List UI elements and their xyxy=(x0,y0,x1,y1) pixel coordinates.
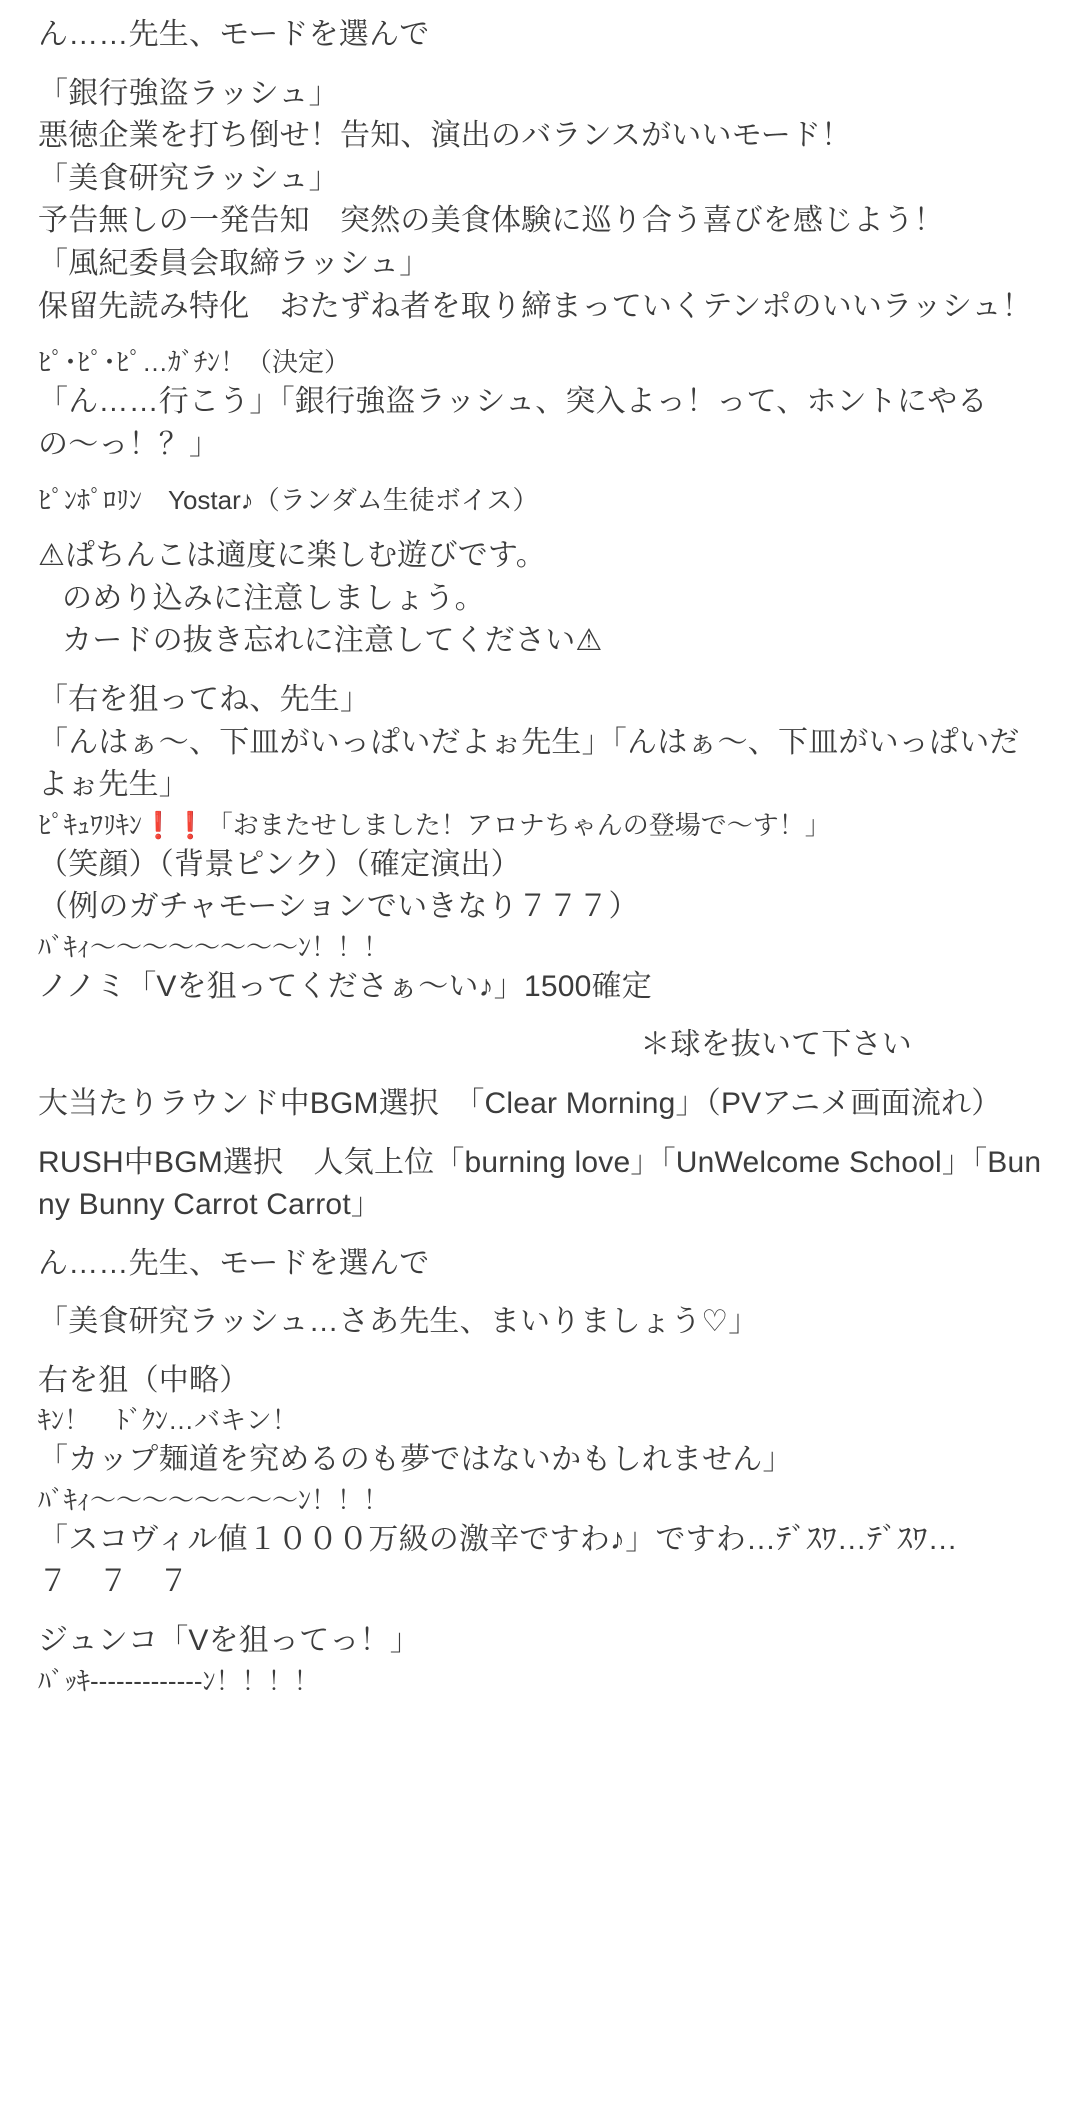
text-line: ﾊﾞｷｨ〜〜〜〜〜〜〜〜ﾝ！！！ xyxy=(38,1484,390,1515)
text-line: ﾋﾟ･ﾋﾟ･ﾋﾟ…ｶﾞﾁﾝ！（決定） xyxy=(38,347,351,378)
text-line: 「右を狙ってね、先生」 xyxy=(38,682,371,716)
text-line: ｷﾝ！ ﾄﾞｸﾝ…バキン！ xyxy=(38,1405,298,1436)
text-line: 「んはぁ〜、下皿がいっぱいだよぉ先生」「んはぁ〜、下皿がいっぱいだよぉ先生」 xyxy=(38,725,1020,802)
text-line: 大当たりラウンド中BGM選択 「Clear Morning」（PVアニメ画面流れ） xyxy=(38,1086,1002,1120)
paragraph-spacer xyxy=(38,1604,1042,1620)
text-line: RUSH中BGM選択 人気上位「burning love」「UnWelcome School」「Bunny Bunny Carrot Carrot」 xyxy=(38,1145,1042,1222)
text-line: 予告無しの一発告知 突然の美食体験に巡り合う喜びを感じよう！ xyxy=(38,204,944,238)
text-line: （笑顔）（背景ピンク）（確定演出） xyxy=(38,847,521,881)
text-line: 「カップ麺道を究めるのも夢ではないかもしれません」 xyxy=(38,1443,793,1477)
text-line: 「美食研究ラッシュ」 xyxy=(38,161,339,195)
text-line: ﾋﾟﾝﾎﾟﾛﾘﾝ Yostar♪（ランダム生徒ボイス） xyxy=(38,485,539,516)
text-line: ＊球を抜いて下さい xyxy=(640,1028,912,1062)
paragraph-spacer xyxy=(38,663,1042,679)
text-line: のめり込みに注意しましょう。 xyxy=(62,581,485,615)
text-line: 右を狙（中略） xyxy=(38,1363,250,1397)
text-line: 「風紀委員会取締ラッシュ」 xyxy=(38,246,430,280)
text-line: 悪徳企業を打ち倒せ！告知、演出のバランスがいいモード！ xyxy=(38,119,852,153)
paragraph-spacer xyxy=(38,1067,1042,1083)
text-line: ん……先生、モードを選んで xyxy=(38,1246,430,1280)
paragraph-spacer xyxy=(38,1285,1042,1301)
paragraph-spacer xyxy=(38,1227,1042,1243)
text-line: ジュンコ「Vを狙ってっ！」 xyxy=(38,1624,421,1658)
text-block xyxy=(38,14,1042,1700)
paragraph-spacer xyxy=(38,1344,1042,1360)
text-line: ７ ７ ７ xyxy=(38,1565,189,1599)
text-line: ノノミ「Vを狙ってくださぁ〜い♪」1500確定 xyxy=(38,969,652,1003)
text-line: ⚠ぱちんこは適度に楽しむ遊びです。 xyxy=(38,539,546,573)
text-line: （例のガチャモーションでいきなり７７７） xyxy=(38,890,639,924)
text-line: 「ん……行こう」「銀行強盗ラッシュ、突入よっ！って、ホントにやるの〜っ！？」 xyxy=(38,385,988,461)
text-line: ん……先生、モードを選んで xyxy=(38,18,430,51)
text-line: 保留先読み特化 おたずね者を取り締まっていくテンポのいいラッシュ！ xyxy=(38,289,1032,323)
text-line: ﾊﾞｷｨ〜〜〜〜〜〜〜〜ﾝ！！！ xyxy=(38,931,390,962)
paragraph-spacer xyxy=(38,466,1042,482)
text-line: 「銀行強盗ラッシュ」 xyxy=(38,76,339,110)
text-line: 「美食研究ラッシュ…さあ先生、まいりましょう♡」 xyxy=(38,1305,759,1339)
paragraph-spacer xyxy=(38,57,1042,73)
paragraph-spacer xyxy=(38,328,1042,344)
text-line: ﾊﾞｯｷ-------------ﾝ！！！！ xyxy=(38,1665,320,1696)
text-line: カードの抜き忘れに注意してください⚠ xyxy=(62,624,603,658)
text-line: ﾋﾟｷｭﾜﾘｷﾝ❗❗「おまたせしました！アロナちゃんの登場で〜す！」 xyxy=(38,809,831,840)
paragraph-spacer xyxy=(38,1008,1042,1024)
text-line: 「スコヴィル値１０００万級の激辛ですわ♪」ですわ…ﾃﾞｽﾜ…ﾃﾞｽﾜ… xyxy=(38,1522,958,1556)
paragraph-spacer xyxy=(38,1126,1042,1142)
paragraph-spacer xyxy=(38,519,1042,535)
